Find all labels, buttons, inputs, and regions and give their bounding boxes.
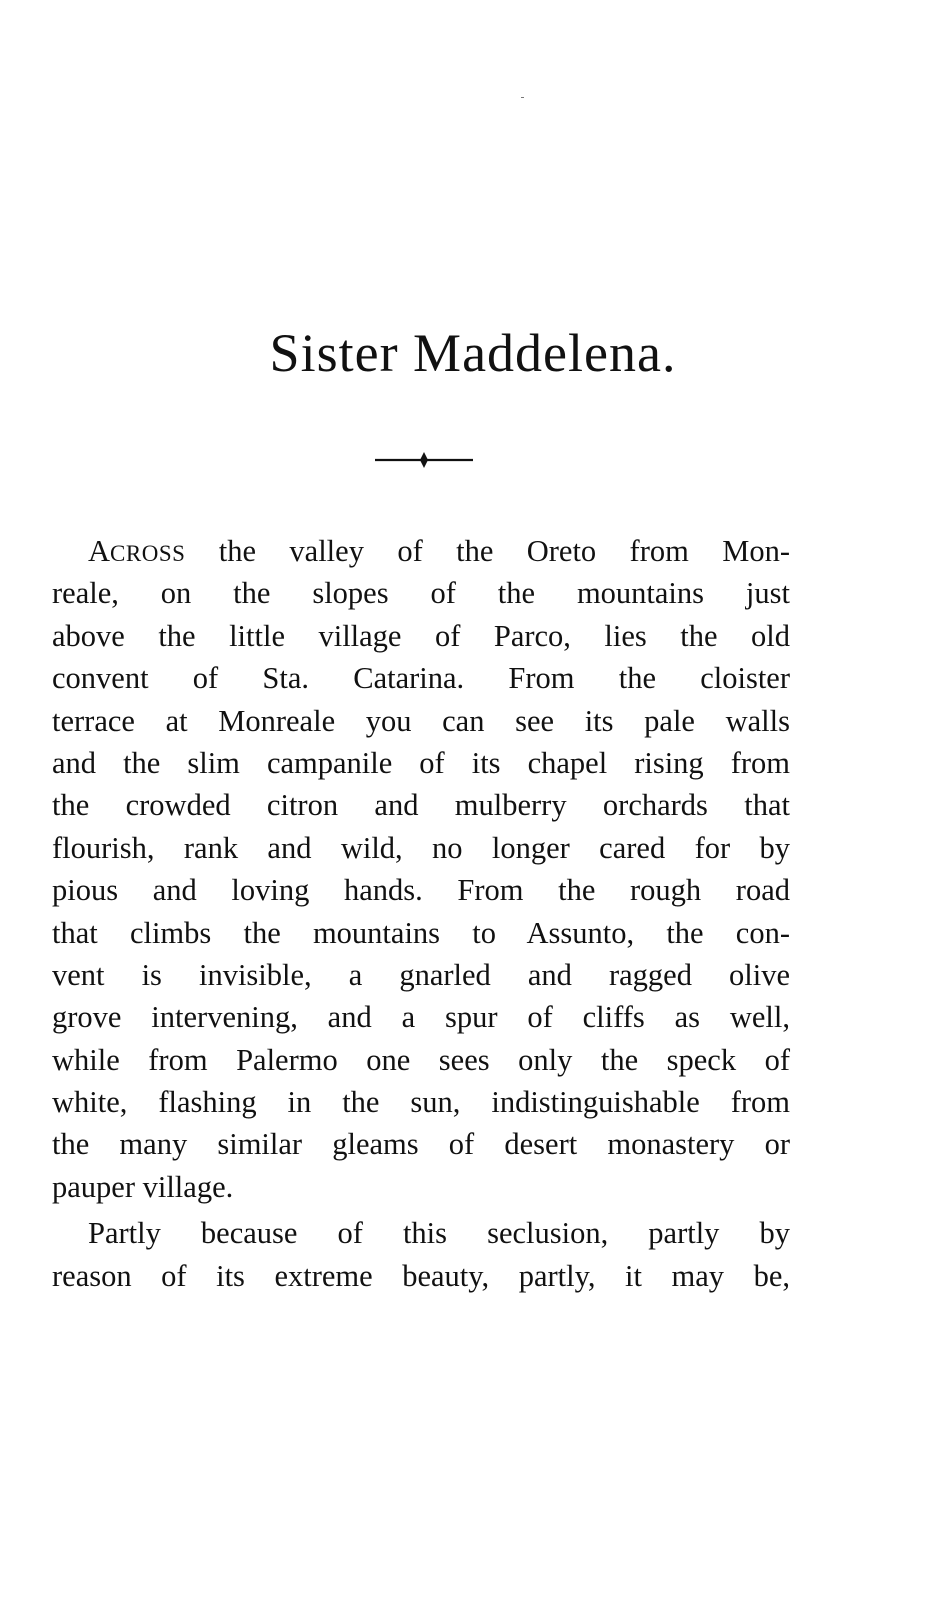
paragraph-1-line: vent is invisible, a gnarled and ragged olive	[52, 957, 790, 992]
paragraph-1-line-1: ACROSS the valley of the Oreto from Mon-	[88, 534, 790, 568]
paragraph-1-line: convent of Sta. Catarina. From the cloister	[52, 661, 790, 696]
paragraph-1-line: flourish, rank and wild, no longer cared for by	[52, 830, 790, 865]
paragraph-1-line: while from Palermo one sees only the speck of	[52, 1042, 790, 1077]
paragraph-1-line: grove intervening, and a spur of cliffs as well,	[52, 1000, 790, 1035]
chapter-title: Sister Maddelena.	[269, 323, 677, 383]
paragraph-2-line: reason of its extreme beauty, partly, it may be,	[52, 1258, 790, 1293]
paragraph-1-line: and the slim campanile of its chapel rising from	[52, 745, 790, 780]
paragraph-1-line: the crowded citron and mulberry orchards that	[52, 788, 790, 823]
paragraph-1-line: terrace at Monreale you can see its pale walls	[52, 703, 790, 738]
paragraph-1-line: pious and loving hands. From the rough road	[52, 873, 790, 908]
title-ornament-divider	[373, 448, 475, 472]
paragraph-1-last-line: pauper village.	[52, 1169, 234, 1204]
body-text	[52, 530, 790, 1297]
paragraph-2-line: Partly because of this seclusion, partly by	[88, 1216, 790, 1251]
paragraph-1-line: the many similar gleams of desert monastery or	[52, 1127, 790, 1162]
print-speck	[521, 97, 524, 98]
paragraph-1-line: above the little village of Parco, lies the old	[52, 618, 790, 653]
paragraph-1-line: that climbs the mountains to Assunto, the con-	[52, 915, 790, 950]
paragraph-1-line: reale, on the slopes of the mountains just	[52, 576, 790, 611]
paragraph-1-line: white, flashing in the sun, indistinguishable from	[52, 1085, 790, 1120]
